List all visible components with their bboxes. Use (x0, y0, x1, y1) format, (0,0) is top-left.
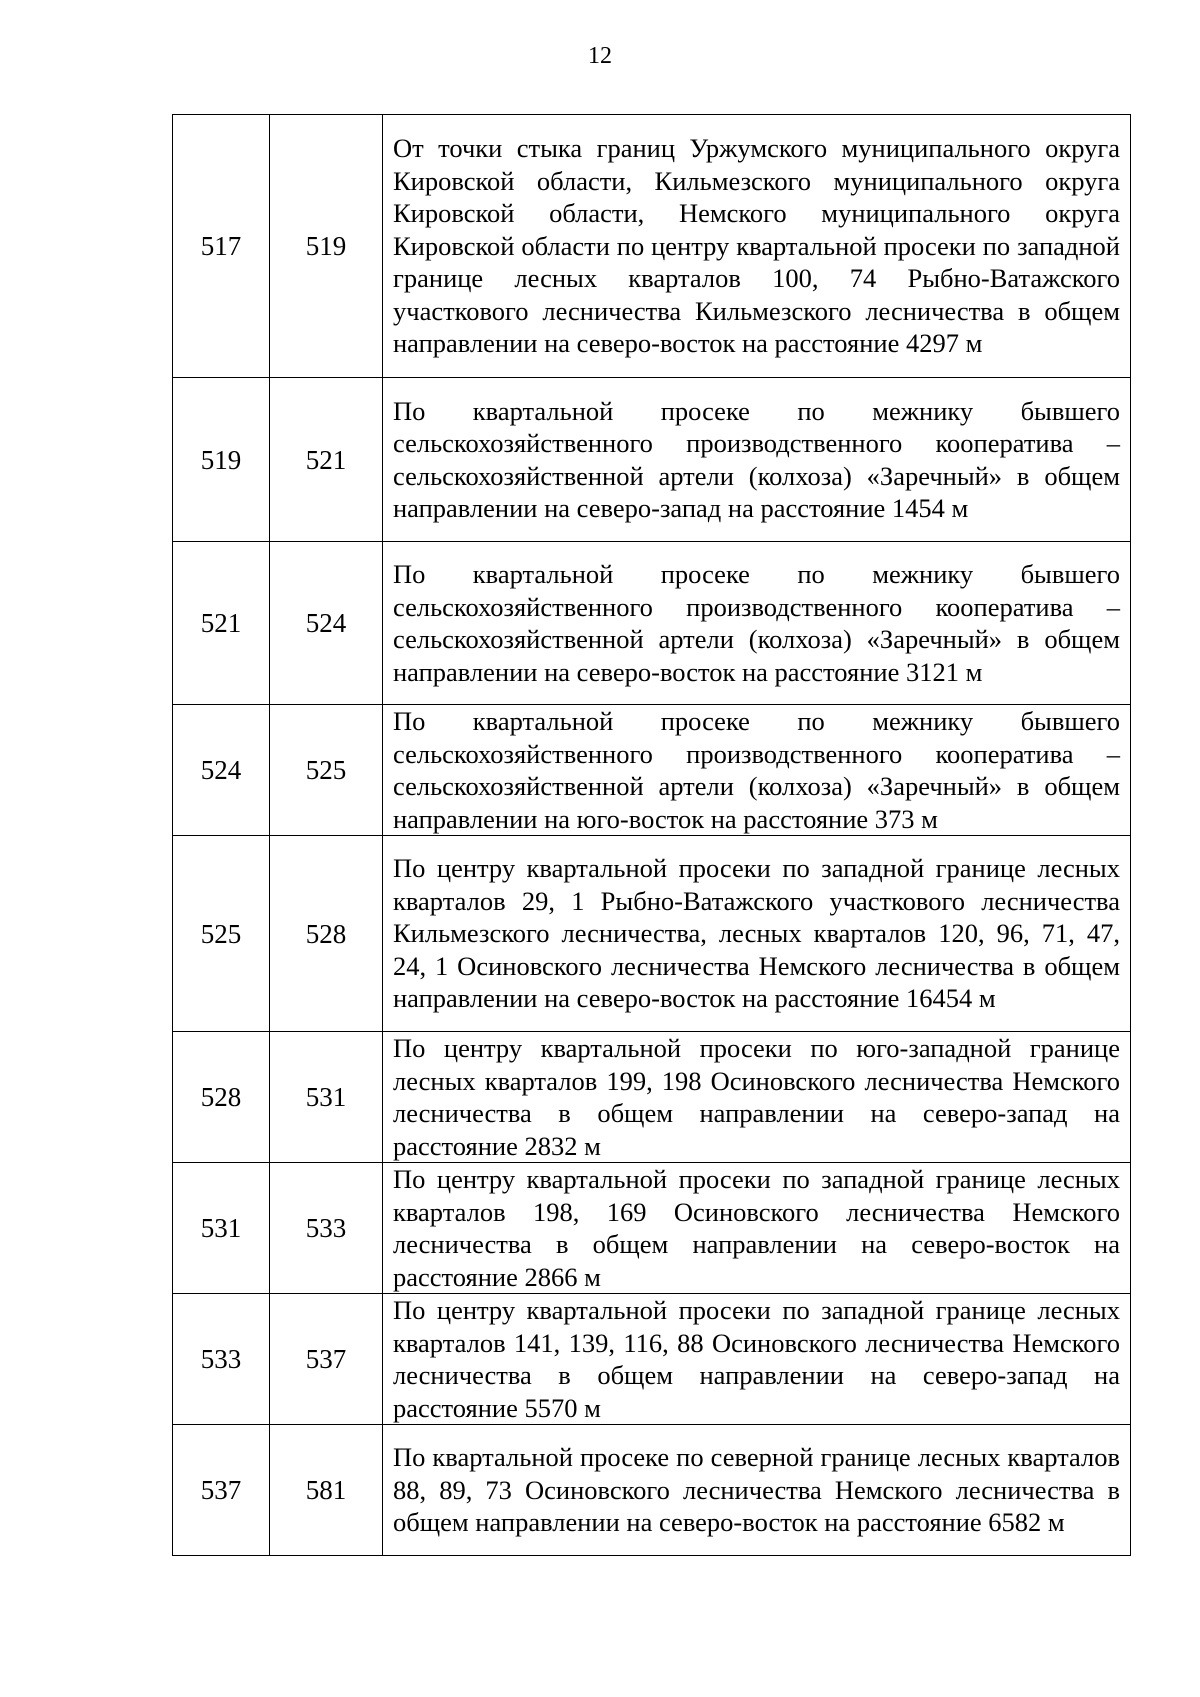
point-to: 531 (270, 1032, 383, 1163)
table-row (173, 1032, 1131, 1163)
table-row (173, 1425, 1131, 1556)
table-row (173, 115, 1131, 378)
point-to: 519 (270, 115, 383, 378)
point-from: 533 (173, 1294, 270, 1425)
boundary-description: По центру квартальной просеки по западной границе лесных кварталов 141, 139, 116, 88 Осиновского лесничества Немского лесничества в общем направлении на северо-запад на расстояние 5570 м (383, 1294, 1131, 1425)
page-number: 12 (588, 43, 612, 69)
table-row (173, 705, 1131, 836)
point-to: 581 (270, 1425, 383, 1556)
boundary-description: По квартальной просеке по межнику бывшего сельскохозяйственного производственного кооператива – сельскохозяйственной артели (колхоза) «Заречный» в общем направлении на юго-восток на расстояние 373 м (383, 705, 1131, 836)
point-to: 533 (270, 1163, 383, 1294)
boundary-description: По квартальной просеке по межнику бывшего сельскохозяйственного производственного кооператива – сельскохозяйственной артели (колхоза) «Заречный» в общем направлении на северо-запад на расстояние 1454 м (383, 378, 1131, 542)
table-row (173, 1294, 1131, 1425)
point-to: 524 (270, 542, 383, 705)
boundary-description: По квартальной просеке по северной границе лесных кварталов 88, 89, 73 Осиновского лесничества Немского лесничества в общем направлении на северо-восток на расстояние 6582 м (383, 1425, 1131, 1556)
boundary-table (172, 114, 1131, 1556)
point-to: 525 (270, 705, 383, 836)
point-from: 525 (173, 836, 270, 1032)
point-from: 537 (173, 1425, 270, 1556)
point-from: 517 (173, 115, 270, 378)
table-row (173, 836, 1131, 1032)
point-from: 521 (173, 542, 270, 705)
point-to: 521 (270, 378, 383, 542)
table-row (173, 542, 1131, 705)
boundary-description: По центру квартальной просеки по юго-западной границе лесных кварталов 199, 198 Осиновского лесничества Немского лесничества в общем направлении на северо-запад на расстояние 2832 м (383, 1032, 1131, 1163)
point-from: 531 (173, 1163, 270, 1294)
table-row (173, 1163, 1131, 1294)
boundary-description: По квартальной просеке по межнику бывшего сельскохозяйственного производственного кооператива – сельскохозяйственной артели (колхоза) «Заречный» в общем направлении на северо-восток на расстояние 3121 м (383, 542, 1131, 705)
boundary-description: От точки стыка границ Уржумского муниципального округа Кировской области, Кильмезского муниципального округа Кировской области, Немского муниципального округа Кировской области по центру квартальной просеки по западной границе лесных кварталов 100, 74 Рыбно-Ватажского участкового лесничества Кильмезского лесничества в общем направлении на северо-восток на расстояние 4297 м (383, 115, 1131, 378)
point-to: 537 (270, 1294, 383, 1425)
boundary-description: По центру квартальной просеки по западной границе лесных кварталов 198, 169 Осиновского лесничества Немского лесничества в общем направлении на северо-восток на расстояние 2866 м (383, 1163, 1131, 1294)
table-row (173, 378, 1131, 542)
point-from: 528 (173, 1032, 270, 1163)
point-to: 528 (270, 836, 383, 1032)
point-from: 524 (173, 705, 270, 836)
boundary-description: По центру квартальной просеки по западной границе лесных кварталов 29, 1 Рыбно-Ватажского участкового лесничества Кильмезского лесничества, лесных кварталов 120, 96, 71, 47, 24, 1 Осиновского лесничества Немского лесничества в общем направлении на северо-восток на расстояние 16454 м (383, 836, 1131, 1032)
point-from: 519 (173, 378, 270, 542)
